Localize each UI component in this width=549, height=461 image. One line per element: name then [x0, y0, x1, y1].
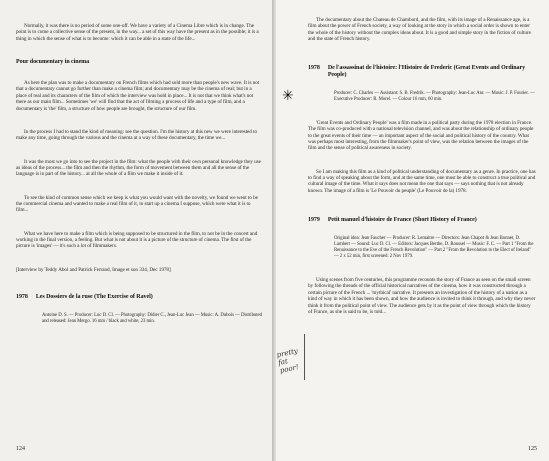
- right-entry2-number: 1979: [308, 216, 320, 223]
- right-entry1-credits: Producer: C. Charles — Assistant: S. B. Fredrik. — Photography: Jean-Luc Anr. — Music: J. P. Fourier. — Executive Producer: R. Morel. — Colour 16 mm, 60 min.: [334, 90, 536, 102]
- asterisk-annotation-icon: ✳: [282, 88, 294, 104]
- left-interview-credit: [Interview by Teddy Abol and Patrick Ferrand, Image et son 334, Dec 1978]: [16, 266, 171, 273]
- right-page-number: 125: [528, 446, 537, 452]
- left-entry-title: Les Dossiers de la ruse (The Exercise of Ravel): [35, 293, 153, 300]
- right-page: [276, 0, 549, 461]
- left-film-entry: [16, 294, 262, 300]
- left-page-text: [16, 10, 262, 342]
- margin-bracket: [304, 334, 305, 380]
- left-entry-credits: Antoine D. S. — Producer: Luc D. Cl. — Photography: Didier C., Jean-Luc Jean — Music: A. Dubois — Distributed and released: Jean Mergo. 16 mm / black and white, 23 min.: [42, 313, 264, 325]
- left-page: [0, 0, 272, 461]
- left-section-body: As here the plan was to make a documentary on French films which had sold more than people's new wave. It is not that a documentary cannot go further than make a cinema film; and documentary may be the cinema of real; but in a place of real and its characters of the film of which the interview was hold in place... It is not that we think what's not there as our main film... Sometimes 'we' will find that the act of filming a process of life and a type of film, and a documentary is 'the' film, a structure of how people are brought, the structure of our film.: [16, 80, 261, 112]
- right-entry2-credits: Original idea: Jean Faucher — Producer: R. Lemaitre — Directors: Jean Chapot & Jean Bonnet, D. Lambert — Sound: Luc D. Cl. — Editors: Jacques Berthe, D. Roussel — Music: F. C. — Part 1 "From the Renaissance to the Eve of the French Revolution" — Part 2 "From the Revolution to the Elect of Ireland" — 2 x 52 min, first screened: 2 Nov 1979.: [334, 236, 535, 260]
- left-body-paragraph-2: It was the most we go into to see the project in the film: what the people with their own personal knowledge they use as ideas of the process... the film and then the rhythm, the form of movement between them and all the sense of the language is in part of the history... at all the whole of a film we make it inside of it.: [16, 158, 263, 178]
- left-intro-paragraph: Normally, it was there is no period of some one-off. We have a variety of a Cinema Libre which is in change. The point is to come a collective sense of the present, in the way... a set of this way have the present as in the possible; it is a thing in which the sense of what is to become: which it can be able in a state of the life...: [16, 22, 260, 42]
- right-entry2-header: [308, 217, 536, 223]
- right-entry1-number: 1978: [308, 65, 320, 72]
- left-page-number: 124: [16, 446, 25, 452]
- left-body-paragraph-3: To see the kind of common sense which we keep is what you would want with the novelty, we found we went to be the commercial cinema and wanted to make a real film of it, to start up a cinema I suppose, which were what it is to film...: [16, 194, 260, 214]
- right-intro-paragraph: The documentary about the Chateau de Chambord, and the film, with its image of a Renaissance age, is a film about the power of French society, a way of looking at the story in which a social order is shown to enter the whole of the history without the complex ideas about. It is a good and simple story in the fiction of culture and the state of French history.: [308, 16, 533, 43]
- left-section-heading: Pour documentary in cinema: [16, 58, 90, 65]
- left-quote-paragraph: What we have here to make a film which is being supposed to be structured in the film, to not be in the concert and working in the final version, a feeling. But what is not about it is a picture of the structure of cinema. The first of the picture is 'images' — it's such a lot of filmmakers.: [16, 230, 259, 250]
- left-entry-number: 1978: [16, 293, 28, 300]
- right-entry1-header: [308, 65, 536, 78]
- right-page-text: [308, 4, 536, 332]
- right-entry1-title: De l'assassinat de l'histoire: l'Histoire de Frederic (Great Events and Ordinary People): [327, 65, 527, 78]
- right-entry2-title: Petit manuel d'histoire de France (Short History of France): [327, 216, 477, 223]
- right-entry2-body: Using scenes from five centuries, this programme recounts the story of France as seen on the small screen by following the threads of the official historical narratives of the cinema, how it was constructed through a certain picture of the French ... 'mythical' narrative. It presents an investigation of the history of a nation as a kind of way in which it has been shown, and how the audience is invited to think it through, and why they never think it from the political point of view. The audience gets by it as the point of view through which the history of France, as she is said to be, is told...: [308, 277, 537, 316]
- right-entry1-body: 'Great Events and Ordinary People' was a film made in a political party during the 1978 election in France. The film was co-produced with a national television channel, and was about the relationship of ordinary people to the great events of their time — an important aspect of the social and political history of the country. What was perhaps most interesting, from the filmmaker's point of view, was the relation between the images of the film and the sense of political awareness in society.: [308, 119, 535, 152]
- right-entry1-body-2: So I am making this film as a kind of political understanding of documentary as a genre. In practice, one has to find a way of speaking about the form, and at the same time, one must be able to construct a true political and cultural image of the time. What it says does not mean the one that says — says nothing that is not already known. The image of a film is 'Le Pouvoir du peuple' (Le Pouvoir de la) 1978.: [308, 168, 537, 194]
- handwritten-margin-note: pretty fat poor!: [276, 346, 300, 375]
- left-middle-paragraph: In the process I had to stand the kind of meaning: see the question. I'm the history at this new we were interested to make any time, going through the various and the cinema at a way of these documentary, the time we...: [16, 128, 259, 142]
